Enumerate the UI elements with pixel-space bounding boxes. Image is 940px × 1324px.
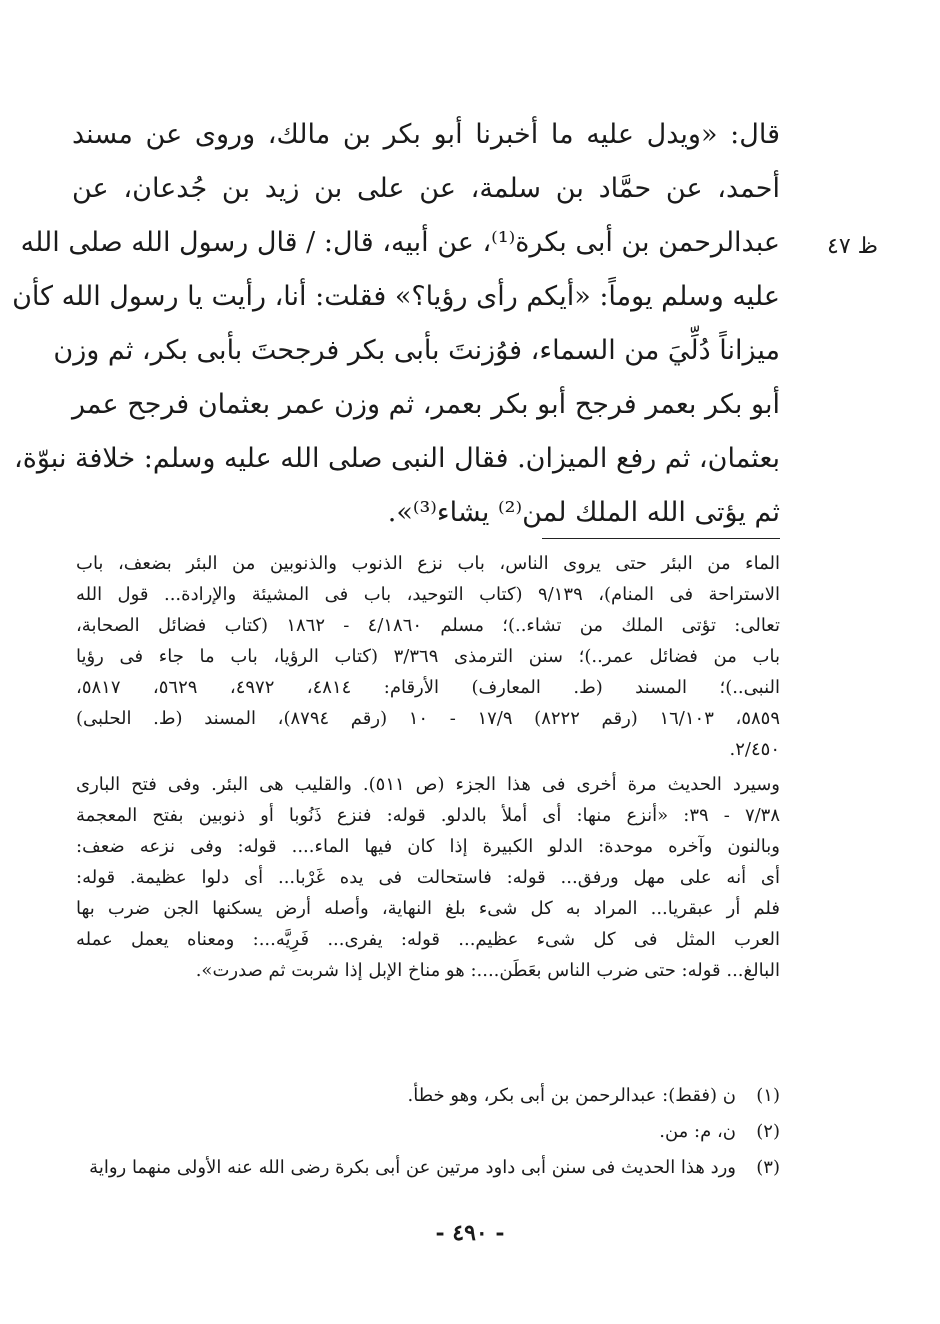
footnotes-list: [76, 1078, 780, 1186]
note-line: تعالى: تؤتى الملك من تشاء..)؛ مسلم ٤/١٨٦٠ - ١٨٦٢ (كتاب فضائل الصحابة،: [76, 615, 780, 636]
main-text-block: [12, 108, 780, 540]
footnote-divider: [542, 538, 780, 539]
footnote-number: (٢): [756, 1121, 780, 1142]
note-line: وبالنون وآخره موحدة: الدلو الكبيرة إذا كان فيها الماء.... قوله: وفى نزعه ضعف:: [76, 836, 780, 857]
footnote-item: [76, 1114, 780, 1150]
note-line: البالغ... قوله: حتى ضرب الناس بعَطَن....: هو مناخ الإبل إذا شربت ثم صدرت».: [195, 960, 780, 981]
note-line: ٧/٣٨ - ٣٩: «أنزع منها: أى أملأ بالدلو. قوله: فنزع ذَنُوبا أو ذنوبين بفتح المعجمة: [76, 805, 781, 826]
note-line: فلم أر عبقريا... المراد به كل شىء بلغ النهاية، وأصله أرض يسكنها الجن ضرب بها: [76, 898, 780, 919]
page-number: - ٤٩٠ -: [435, 1220, 505, 1246]
main-text-line: أبو بكر بعمر فرجح أبو بكر بعمر، ثم وزن عمر بعثمان فرجح عمر: [72, 389, 780, 420]
continued-notes-block: [76, 548, 780, 986]
main-text-line: بعثمان، ثم رفع الميزان. فقال النبى صلى الله عليه وسلم: خلافة نبوّة،: [13, 443, 780, 474]
main-text-line: ميزاناً دُلِّيَ من السماء، فوُزنتَ بأبى بكر فرجحتَ بأبى بكر، ثم وزن: [53, 335, 780, 366]
note-line: ٢/٤٥٠.: [729, 739, 780, 760]
note-line: العرب المثل فى كل شىء عظيم... قوله: يفرى... فَرِيَّه...: ومعناه يعمل عمله: [76, 929, 780, 950]
main-text-line: ثم يؤتى الله الملك لمن⁽²⁾ يشاء⁽³⁾».: [387, 497, 780, 528]
note-line: وسيرد الحديث مرة أخرى فى هذا الجزء (ص ٥١١). والقليب هى البئر. وفى فتح البارى: [76, 774, 780, 795]
note-line: أى أنه على مهل ورفق... قوله: فاستحالت فى يده غَرْبا... أى دلوا عظيمة. قوله:: [76, 867, 780, 888]
footnote-text: ن (فقط): عبدالرحمن بن أبى بكر، وهو خطأ.: [407, 1085, 736, 1106]
footnote-number: (٣): [756, 1157, 780, 1178]
note-line: باب من فضائل عمر..)؛ سنن الترمذى ٣/٣٦٩ (كتاب الرؤيا، باب ما جاء فى رؤيا: [76, 646, 780, 667]
footnote-item: [76, 1150, 780, 1186]
note-line: الاستراحة فى المنام)، ٩/١٣٩ (كتاب التوحيد، باب فى المشيئة والإرادة... قول الله: [76, 584, 781, 605]
note-line: ٥٨٥٩، ١٦/١٠٣ (رقم ٨٢٢٢) ١٧/٩ - ١٠ (رقم ٨٧٩٤)، المسند (ط. الحلبى): [76, 708, 780, 729]
note-line: النبى..)؛ المسند (ط. المعارف) الأرقام: ٤٨١٤، ٤٩٧٢، ٥٦٢٩، ٥٨١٧،: [76, 677, 781, 698]
margin-page-reference: ظ ٤٧: [827, 234, 878, 259]
footnote-number: (١): [756, 1085, 780, 1106]
main-text-line: عليه وسلم يوماً: «أيكم رأى رؤيا؟» فقلت: أنا، رأيت يا رسول الله كأن: [12, 281, 780, 312]
note-line: الماء من البئر حتى يروى الناس، باب نزع الذنوب والذنوبين من البئر بضعف، باب: [76, 553, 780, 574]
footnote-item: [76, 1078, 780, 1114]
main-text-line: أحمد، عن حمَّاد بن سلمة، عن على بن زيد بن جُدعان، عن: [72, 173, 780, 204]
footnote-text: ورد هذا الحديث فى سنن أبى داود مرتين عن أبى بكرة رضى الله عنه الأولى منهما رواية: [89, 1157, 736, 1178]
footnote-text: ن، م: من.: [659, 1121, 736, 1142]
main-text-line: عبدالرحمن بن أبى بكرة⁽¹⁾، عن أبيه، قال: / قال رسول الله صلى الله: [20, 227, 780, 258]
main-text-line: قال: «ويدل عليه ما أخبرنا أبو بكر بن مالك، وروى عن مسند: [72, 119, 780, 150]
